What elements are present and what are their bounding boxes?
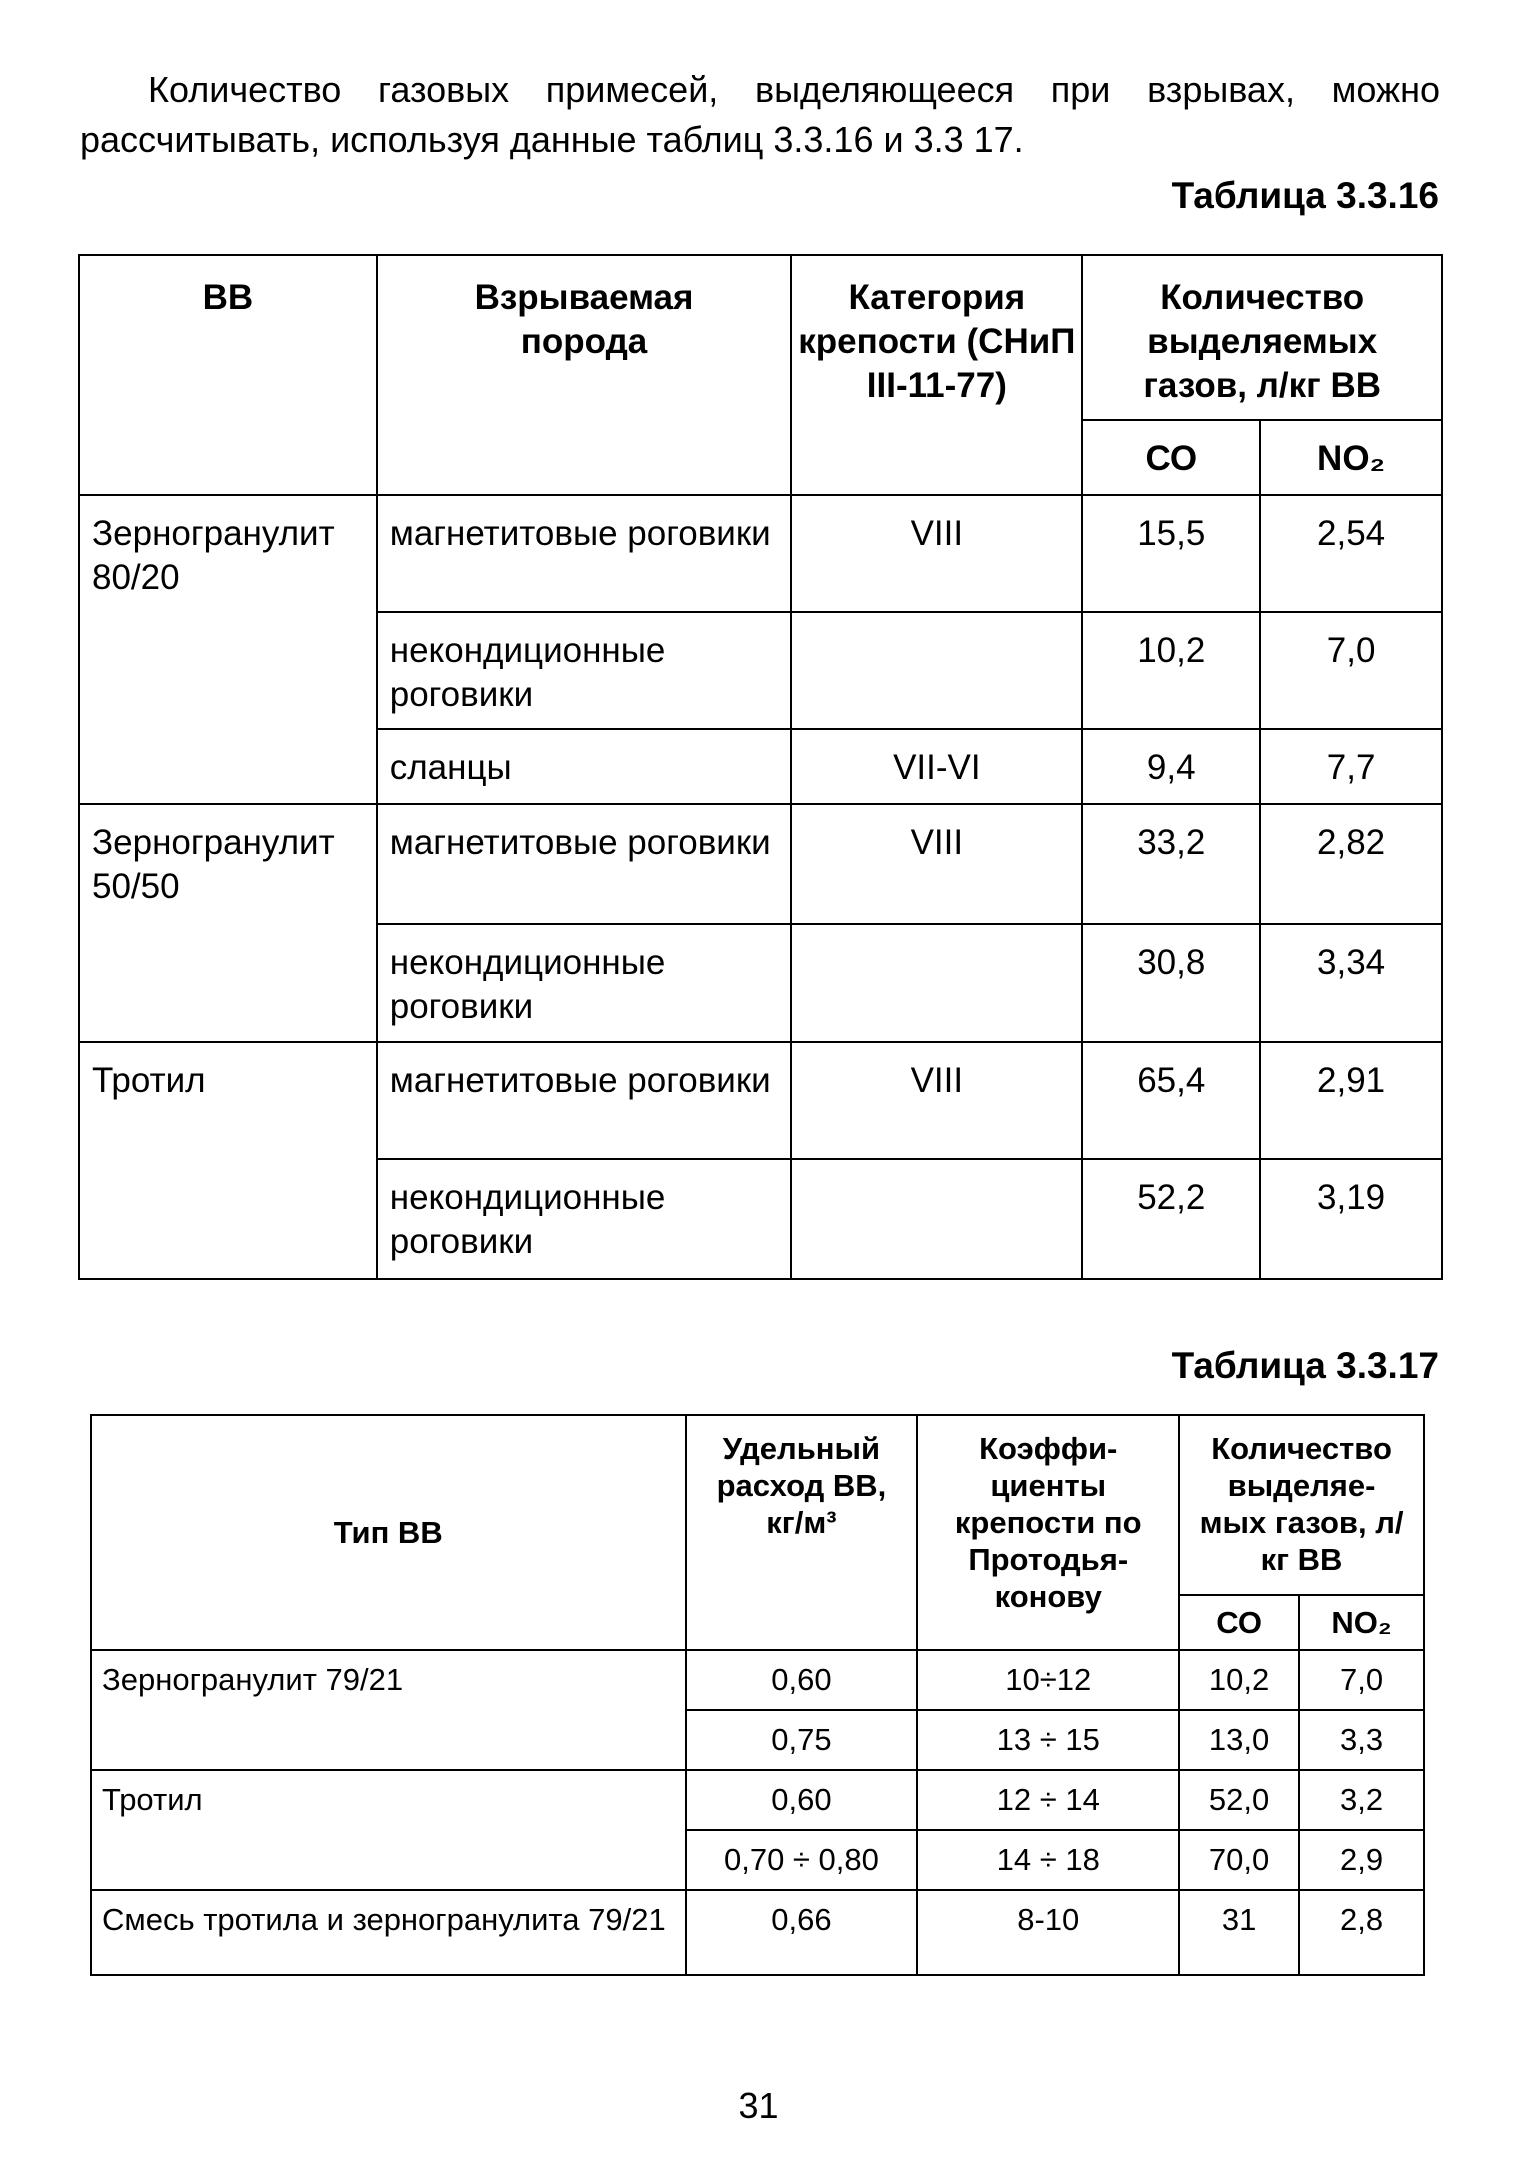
cell-co: 30,8: [1082, 924, 1260, 1042]
cell-rock: некондиционные роговики: [377, 612, 792, 729]
cell-category: VII-VI: [791, 729, 1082, 804]
cell-no2: 7,7: [1260, 729, 1442, 804]
cell-no2: 7,0: [1260, 612, 1442, 729]
cell-category: VIII: [791, 1042, 1082, 1159]
cell-category: [791, 612, 1082, 729]
cell-no2: 7,0: [1299, 1650, 1424, 1710]
page-number: 31: [738, 2085, 779, 2126]
cell-no2: 3,19: [1260, 1159, 1442, 1279]
header-type: Тип ВВ: [91, 1415, 686, 1650]
header-co: СО: [1179, 1595, 1299, 1650]
cell-rock: магнетитовые роговики: [377, 495, 792, 612]
cell-coef: 10÷12: [917, 1650, 1179, 1710]
cell-type: Смесь тротила и зерногранулита 79/21: [91, 1890, 686, 1975]
cell-category: [791, 924, 1082, 1042]
cell-no2: 3,34: [1260, 924, 1442, 1042]
cell-co: 70,0: [1179, 1830, 1299, 1890]
cell-no2: 2,54: [1260, 495, 1442, 612]
table-3-3-17-caption: Таблица 3.3.17: [1171, 1345, 1439, 1386]
cell-vv: Тротил: [79, 1042, 377, 1279]
cell-rock: сланцы: [377, 729, 792, 804]
cell-vv: Зерногранулит 80/20: [79, 495, 377, 804]
cell-rate: 0,75: [686, 1710, 918, 1770]
cell-no2: 3,3: [1299, 1710, 1424, 1770]
cell-no2: 2,91: [1260, 1042, 1442, 1159]
cell-coef: 8-10: [917, 1890, 1179, 1975]
header-gases: Количество выделяемых газов, л/кг ВВ: [1082, 255, 1442, 420]
header-rate: Удельный расход ВВ, кг/м³: [686, 1415, 918, 1650]
header-no2: NO₂: [1299, 1595, 1424, 1650]
cell-category: VIII: [791, 495, 1082, 612]
cell-coef: 14 ÷ 18: [917, 1830, 1179, 1890]
cell-co: 31: [1179, 1890, 1299, 1975]
cell-category: VIII: [791, 804, 1082, 924]
cell-rock: некондиционные роговики: [377, 1159, 792, 1279]
table-3-3-16-caption: Таблица 3.3.16: [1171, 175, 1439, 216]
header-gases: Количество выделяе-мых газов, л/кг ВВ: [1179, 1415, 1424, 1595]
cell-rock: магнетитовые роговики: [377, 1042, 792, 1159]
intro-paragraph: [80, 65, 1440, 165]
intro-line-1: Количество газовых примесей, выделяющееся при взрывах, можно: [148, 69, 1440, 110]
cell-coef: 12 ÷ 14: [917, 1770, 1179, 1830]
cell-co: 52,0: [1179, 1770, 1299, 1830]
header-rock: Взрываемая порода: [377, 255, 792, 495]
header-no2: NO₂: [1260, 420, 1442, 495]
cell-rate: 0,66: [686, 1890, 918, 1975]
cell-rock: некондиционные роговики: [377, 924, 792, 1042]
cell-rate: 0,70 ÷ 0,80: [686, 1830, 918, 1890]
header-vv: ВВ: [79, 255, 377, 495]
header-co: СО: [1082, 420, 1260, 495]
cell-co: 65,4: [1082, 1042, 1260, 1159]
cell-rate: 0,60: [686, 1650, 918, 1710]
cell-co: 52,2: [1082, 1159, 1260, 1279]
cell-no2: 2,9: [1299, 1830, 1424, 1890]
cell-rock: магнетитовые роговики: [377, 804, 792, 924]
table-3-3-17: [90, 1414, 1425, 1976]
header-coef: Коэффи-циенты крепости по Протодья-конову: [917, 1415, 1179, 1650]
cell-category: [791, 1159, 1082, 1279]
cell-co: 10,2: [1082, 612, 1260, 729]
cell-no2: 2,82: [1260, 804, 1442, 924]
cell-coef: 13 ÷ 15: [917, 1710, 1179, 1770]
header-category: Категория крепости (СНиП III-11-77): [791, 255, 1082, 495]
cell-co: 9,4: [1082, 729, 1260, 804]
intro-line-2: рассчитывать, используя данные таблиц 3.3.16 и 3.3 17.: [80, 119, 1024, 160]
cell-type: Тротил: [91, 1770, 686, 1890]
cell-co: 10,2: [1179, 1650, 1299, 1710]
cell-co: 13,0: [1179, 1710, 1299, 1770]
cell-no2: 3,2: [1299, 1770, 1424, 1830]
cell-type: Зерногранулит 79/21: [91, 1650, 686, 1770]
cell-rate: 0,60: [686, 1770, 918, 1830]
table-3-3-16: [78, 254, 1443, 1280]
cell-vv: Зерногранулит 50/50: [79, 804, 377, 1042]
cell-co: 15,5: [1082, 495, 1260, 612]
cell-co: 33,2: [1082, 804, 1260, 924]
cell-no2: 2,8: [1299, 1890, 1424, 1975]
